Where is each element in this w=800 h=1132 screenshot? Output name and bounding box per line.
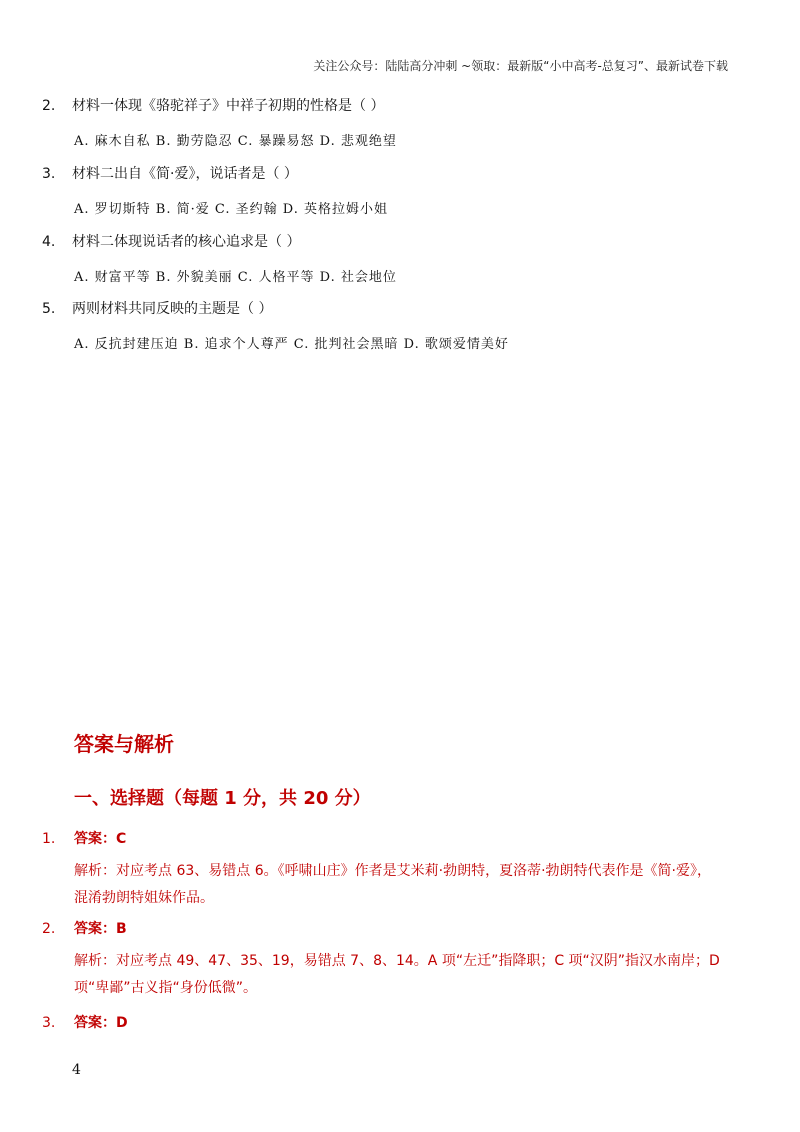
question-5 (42, 298, 272, 318)
answer-label: 答案：C (74, 831, 127, 847)
question-5-options: A. 反抗封建压迫 B. 追求个人尊严 C. 批判社会黑暗 D. 歌颂爱情美好 (74, 337, 509, 352)
answer-2 (42, 918, 127, 938)
question-text: 材料一体现《骆驼祥子》中祥子初期的性格是（ ） (72, 98, 385, 114)
question-4-options: A. 财富平等 B. 外貌美丽 C. 人格平等 D. 社会地位 (74, 270, 397, 285)
answer-1-explanation: 解析：对应考点 63、易错点 6。《呼啸山庄》作者是艾米莉·勃朗特，夏洛蒂·勃朗特代表作是《简·爱》，混淆勃朗特姐妹作品。 (74, 863, 711, 906)
question-2 (42, 95, 384, 115)
page-header: 关注公众号：陆陆高分冲刺 ~领取：最新版“小中高考-总复习”、最新试卷下载 (313, 59, 728, 73)
answer-label: 答案：D (74, 1015, 128, 1031)
answer-2-explanation: 解析：对应考点 49、47、35、19，易错点 7、8、14。A 项“左迁”指降职；C 项“汉阴”指汉水南岸；D 项“卑鄙”古义指“身份低微”。 (74, 953, 720, 996)
question-3 (42, 163, 298, 183)
question-2-options: A. 麻木自私 B. 勤劳隐忍 C. 暴躁易怒 D. 悲观绝望 (74, 134, 397, 149)
answer-1 (42, 828, 126, 848)
answer-3 (42, 1012, 128, 1032)
section-title: 一、选择题（每题 1 分，共 20 分） (74, 788, 371, 809)
question-number: 4. (42, 234, 56, 250)
question-number: 3. (42, 166, 56, 182)
answer-label: 答案：B (74, 921, 127, 937)
page-number: 4 (72, 1062, 81, 1078)
question-4 (42, 231, 300, 251)
answer-number: 2. (42, 921, 56, 937)
question-number: 5. (42, 301, 56, 317)
question-number: 2. (42, 98, 56, 114)
answers-title: 答案与解析 (74, 732, 174, 756)
question-3-options: A. 罗切斯特 B. 简·爱 C. 圣约翰 D. 英格拉姆小姐 (74, 202, 388, 217)
question-text: 两则材料共同反映的主题是（ ） (72, 301, 273, 317)
answer-number: 1. (42, 831, 56, 847)
question-text: 材料二体现说话者的核心追求是（ ） (72, 234, 301, 250)
question-text: 材料二出自《简·爱》，说话者是（ ） (72, 166, 298, 182)
answer-number: 3. (42, 1015, 56, 1031)
